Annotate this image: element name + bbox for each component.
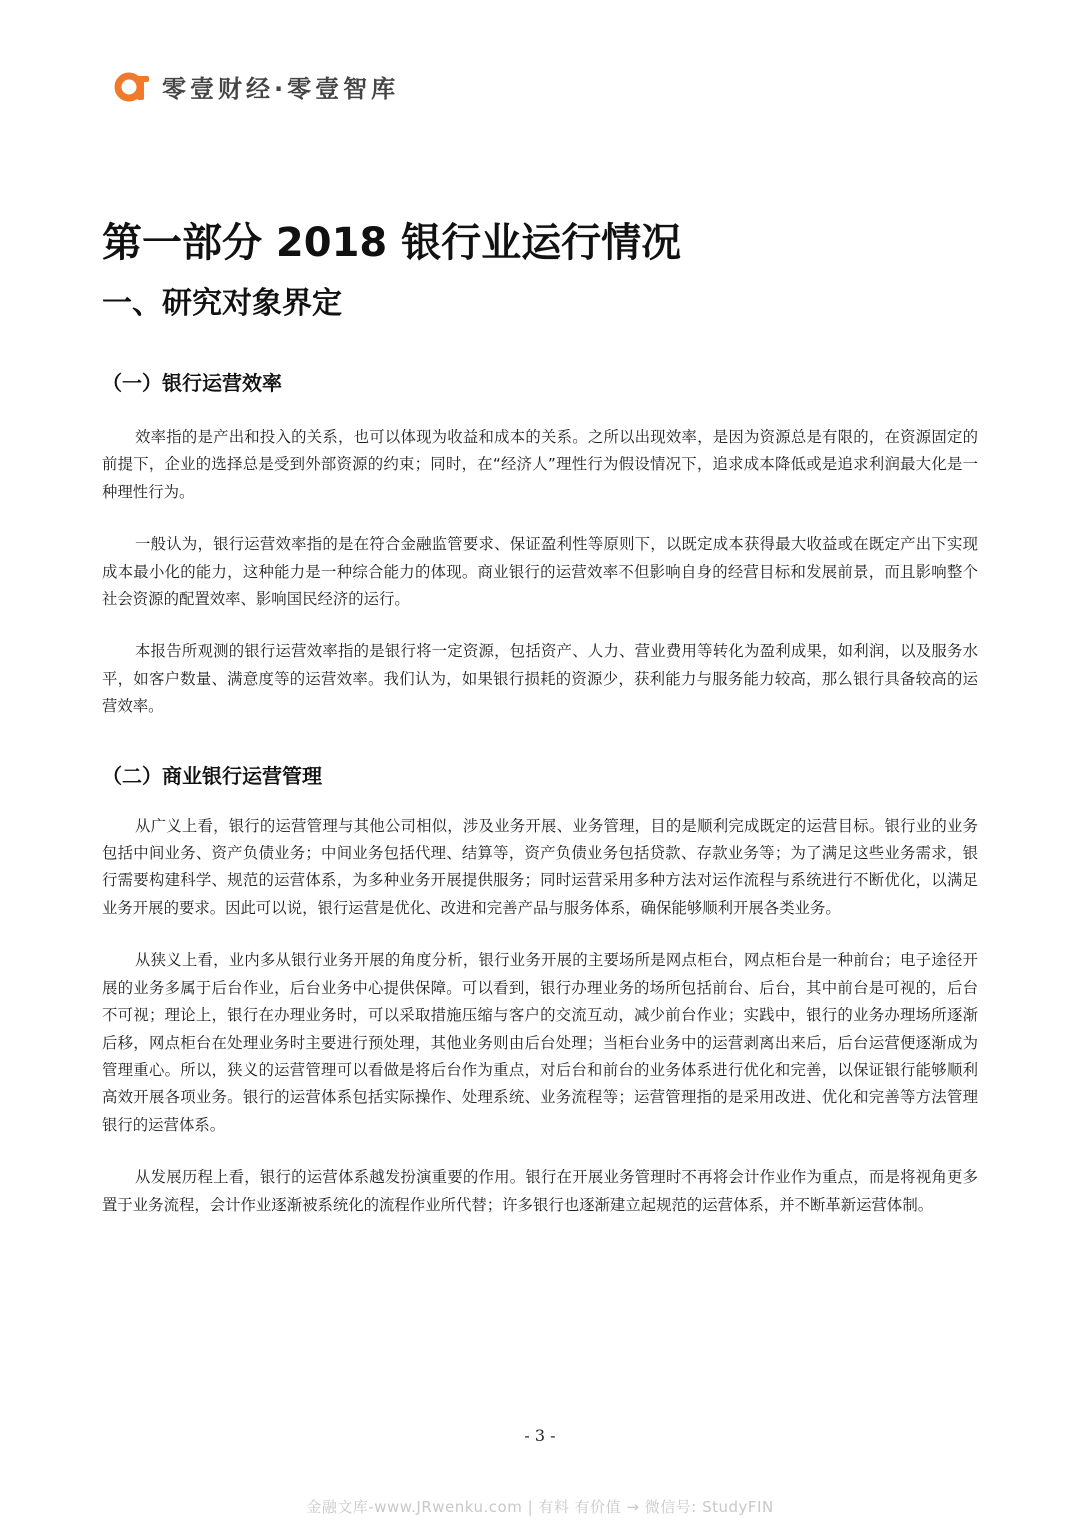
part-title: 第一部分 2018 银行业运行情况 bbox=[102, 220, 682, 266]
footer-watermark: 金融文库-www.JRwenku.com | 有料 有价值 → 微信号: StudyFIN bbox=[306, 1498, 774, 1516]
page-number: - 3 - bbox=[524, 1426, 556, 1445]
paragraph: 从广义上看，银行的运营管理与其他公司相似，涉及业务开展、业务管理，目的是顺利完成既定的运营目标。银行业的业务包括中间业务、资产负债业务；中间业务包括代理、结算等，资产负债业务包括贷款、存款业务等；为了满足这些业务需求，银行需要构建科学、规范的运营体系，为多种业务开展提供服务；同时运营采用多种方法对运作流程与系统进行不断优化，以满足业务开展的要求。因此可以说，银行运营是优化、改进和完善产品与服务体系，确保能够顺利开展各类业务。 bbox=[102, 816, 978, 917]
paragraph: 效率指的是产出和投入的关系，也可以体现为收益和成本的关系。之所以出现效率，是因为资源总是有限的，在资源固定的前提下，企业的选择总是受到外部资源的约束；同时，在“经济人”理性行为假设情况下，追求成本降低或是追求利润最大化是一种理性行为。 bbox=[102, 428, 978, 501]
paragraph: 从发展历程上看，银行的运营体系越发扮演重要的作用。银行在开展业务管理时不再将会计作业作为重点，而是将视角更多置于业务流程，会计作业逐渐被系统化的流程作业所代替；许多银行也逐渐建立起规范的运营体系，并不断革新运营体制。 bbox=[102, 1168, 978, 1214]
paragraph: 本报告所观测的银行运营效率指的是银行将一定资源，包括资产、人力、营业费用等转化为盈利成果，如利润，以及服务水平，如客户数量、满意度等的运营效率。我们认为，如果银行损耗的资源少，获利能力与服务能力较高，那么银行具备较高的运营效率。 bbox=[102, 642, 978, 716]
section-title: 一、研究对象界定 bbox=[102, 286, 342, 321]
paragraph: 一般认为，银行运营效率指的是在符合金融监管要求、保证盈利性等原则下，以既定成本获得最大收益或在既定产出下实现成本最小化的能力，这种能力是一种综合能力的体现。商业银行的运营效率不但影响自身的经营目标和发展前景，而且影响整个社会资源的配置效率、影响国民经济的运行。 bbox=[102, 535, 978, 609]
lingyi-logo-icon bbox=[112, 67, 150, 105]
document-body bbox=[102, 214, 978, 1219]
paragraph: 从狭义上看，业内多从银行业务开展的角度分析，银行业务开展的主要场所是网点柜台，网点柜台是一种前台；电子途径开展的业务多属于后台作业，后台业务中心提供保障。可以看到，银行办理业务的场所包括前台、后台，其中前台是可视的，后台不可视；理论上，银行在办理业务时，可以采取措施压缩与客户的交流互动，减少前台作业；实践中，银行的业务办理场所逐渐后移，网点柜台在处理业务时主要进行预处理，其他业务则由后台处理；当柜台业务中的运营剥离出来后，后台运营便逐渐成为管理重心。所以，狭义的运营管理可以看做是将后台作为重点，对后台和前台的业务体系进行优化和完善，以保证银行能够顺利高效开展各项业务。银行的运营体系包括实际操作、处理系统、业务流程等；运营管理指的是采用改进、优化和完善等方法管理银行的运营体系。 bbox=[102, 951, 978, 1134]
header bbox=[112, 66, 399, 106]
subsection-title-management: （二）商业银行运营管理 bbox=[102, 763, 322, 788]
subsection-title-efficiency: （一）银行运营效率 bbox=[102, 371, 282, 395]
brand-name: 零壹财经·零壹智库 bbox=[162, 74, 400, 103]
